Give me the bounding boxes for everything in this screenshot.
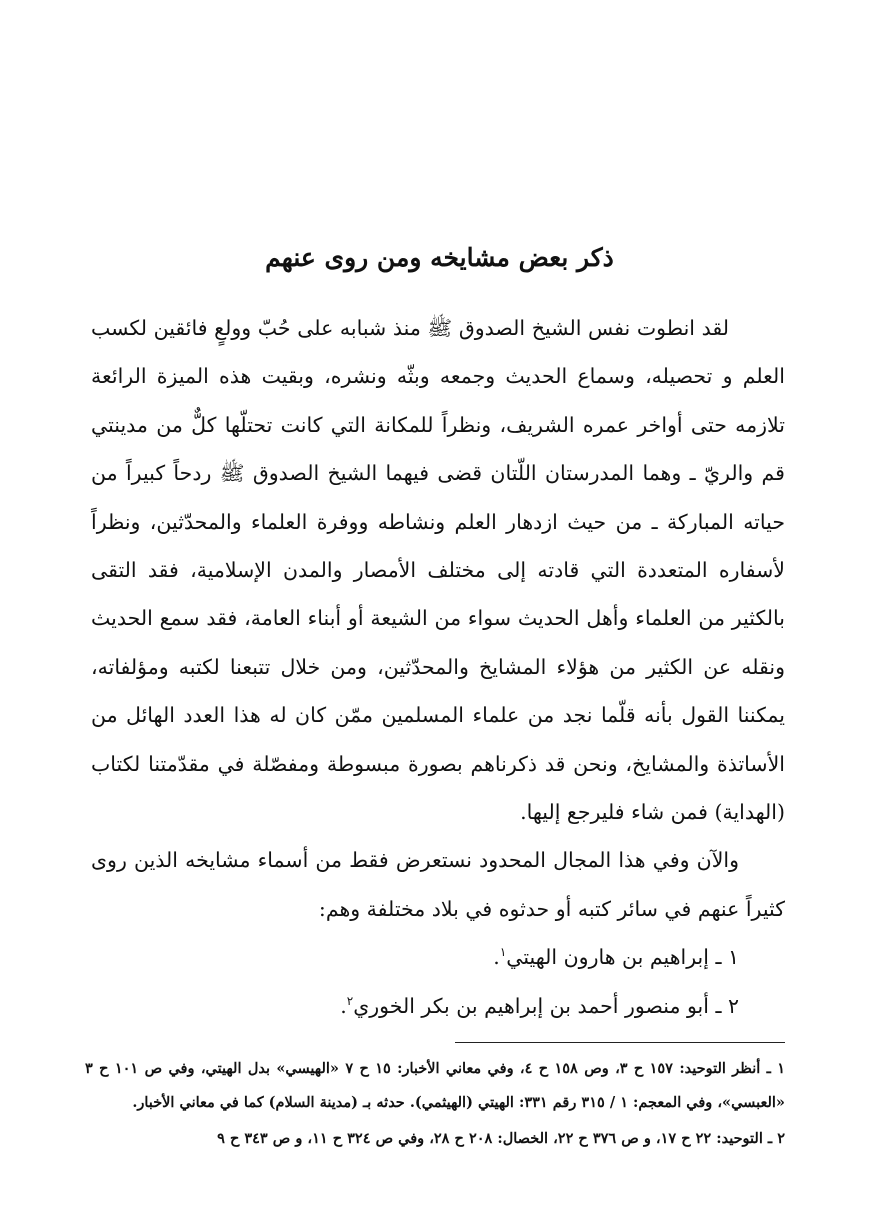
footnote: ١ ـ أنظر التوحيد: ١٥٧ ح ٣، وص ١٥٨ ح ٤، وفي معاني الأخبار: ١٥ ح ٧ «الهيسي» بدل الهيتي، وفي ص ١٠١ ح ٣ «العبسي»، وفي المعجم: ١ / ٣١٥ رقم ٣٣١: الهيتي (الهيثمي). حدثه بـ (مدينة السلام) كما في معاني الأخبار. <box>85 1060 785 1111</box>
footnote: ٢ ـ التوحيد: ٢٢ ح ١٧، و ص ٣٧٦ ح ٢٢، الخصال: ٢٠٨ ح ٢٨، وفي ص ٣٢٤ ح ١١، و ص ٣٤٣ ح ٩ <box>217 1130 785 1147</box>
paragraph-intro: لقد انطوت نفس الشيخ الصدوق ﷺ منذ شبابه على حُبّ وولعٍ فائقين لكسب العلم و تحصيله، وسماع الحديث وجمعه وبثّه ونشره، وبقيت هذه الميزة الرائعة تلازمه حتى أواخر عمره الشريف، ونظراً للمكانة التي كانت تحتلّها كلٌّ من مدينتي قم والريّ ـ وهما المدرستان اللّتان قضى فيهما الشيخ الصدوق ﷺ ردحاً كبيراً من حياته المباركة ـ من حيث ازدهار العلم ونشاطه ووفرة العلماء والمحدّثين، ونظراً لأسفاره المتعددة التي قادته إلى مختلف الأمصار والمدن الإسلامية، فقد التقى بالكثير من العلماء وأهل الحديث سواء من الشيعة أو أبناء العامة، فقد سمع الحديث ونقله عن الكثير من هؤلاء المشايخ والمحدّثين، ومن خلال تتبعنا لكتبه ومؤلفاته، يمكننا القول بأنه قلّما نجد من علماء المسلمين ممّن كان له هذا العدد الهائل من الأساتذة والمشايخ، ونحن قد ذكرناهم بصورة مبسوطة ومفصّلة في مقدّمتنا لكتاب (الهداية) فمن شاء فليرجع إليها. <box>91 316 785 825</box>
footnote-divider <box>455 1042 785 1043</box>
footnotes <box>85 1052 785 1158</box>
footnote-ref: ٢ <box>346 993 354 1008</box>
list-item-text: ١ ـ إبراهيم بن هارون الهيتي <box>506 945 739 970</box>
main-text <box>91 304 785 1030</box>
list-item-text: ٢ ـ أبو منصور أحمد بن إبراهيم بن بكر الخوري <box>353 993 739 1018</box>
list-item: ١ ـ إبراهيم بن هارون الهيتي$^١$. <box>493 945 739 970</box>
paragraph-list-intro: والآن وفي هذا المجال المحدود نستعرض فقط من أسماء مشايخه الذين روى كثيراً عنهم في سائر كتبه أو حدثوه في بلاد مختلفة وهم: <box>91 848 785 921</box>
page-title: ذكر بعض مشايخه ومن روى عنهم <box>265 243 614 272</box>
footnote-ref: ١ <box>499 945 507 960</box>
list-item: ٢ ـ أبو منصور أحمد بن إبراهيم بن بكر الخوري$^٢$. <box>340 993 739 1018</box>
